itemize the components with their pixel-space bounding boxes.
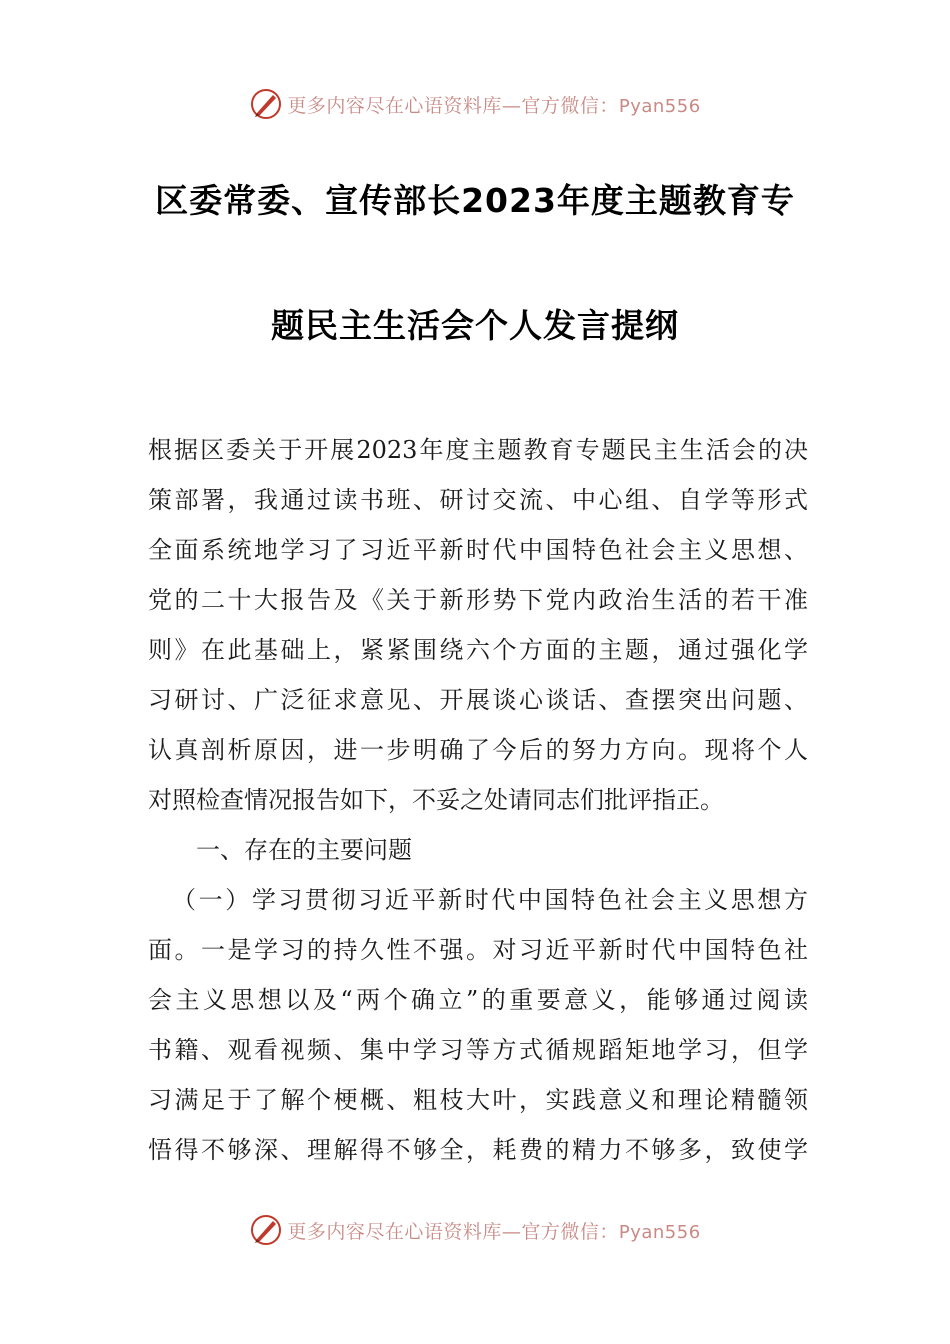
- body-line: 根据区委关于开展2023年度主题教育专题民主生活会的决: [148, 436, 808, 464]
- body-line: 习满足于了解个梗概、粗枝大叶，实践意义和理论精髓领: [148, 1086, 808, 1114]
- watermark-text: 更多内容尽在心语资料库—官方微信：Pyan556: [287, 1220, 701, 1243]
- wechat-id: Pyan556: [618, 95, 701, 117]
- document-title-line-1: 区委常委、宣传部长2023年度主题教育专: [155, 181, 795, 220]
- body-line: 书籍、观看视频、集中学习等方式循规蹈矩地学习，但学: [148, 1036, 808, 1064]
- body-line: 认真剖析原因，进一步明确了今后的努力方向。现将个人: [148, 736, 808, 764]
- body-line: 悟得不够深、理解得不够全，耗费的精力不够多，致使学: [148, 1136, 808, 1164]
- pen-logo-icon: [249, 87, 283, 121]
- body-line: 全面系统地学习了习近平新时代中国特色社会主义思想、: [148, 536, 808, 564]
- watermark-text: 更多内容尽在心语资料库—官方微信：Pyan556: [287, 94, 701, 117]
- body-line: 则》在此基础上，紧紧围绕六个方面的主题，通过强化学: [148, 636, 808, 664]
- document-title-line-2: 题民主生活会个人发言提纲: [271, 306, 679, 345]
- body-line: 习研讨、广泛征求意见、开展谈心谈话、查摆突出问题、: [148, 686, 808, 714]
- document-body: [148, 425, 808, 1175]
- body-line: 面。一是学习的持久性不强。对习近平新时代中国特色社: [148, 936, 808, 964]
- body-line: 策部署，我通过读书班、研讨交流、中心组、自学等形式: [148, 486, 808, 514]
- watermark-banner-bottom: [0, 1210, 950, 1250]
- watermark-banner-top: [0, 84, 950, 124]
- body-line: 会主义思想以及“两个确立”的重要意义，能够通过阅读: [148, 986, 808, 1014]
- body-line: 党的二十大报告及《关于新形势下党内政治生活的若干准: [148, 586, 808, 614]
- section-heading: 一、存在的主要问题: [196, 836, 412, 864]
- wechat-id: Pyan556: [618, 1221, 701, 1243]
- pen-logo-icon: [249, 1213, 283, 1247]
- body-line: （一）学习贯彻习近平新时代中国特色社会主义思想方: [172, 886, 808, 914]
- body-line: 对照检查情况报告如下，不妥之处请同志们批评指正。: [148, 786, 724, 814]
